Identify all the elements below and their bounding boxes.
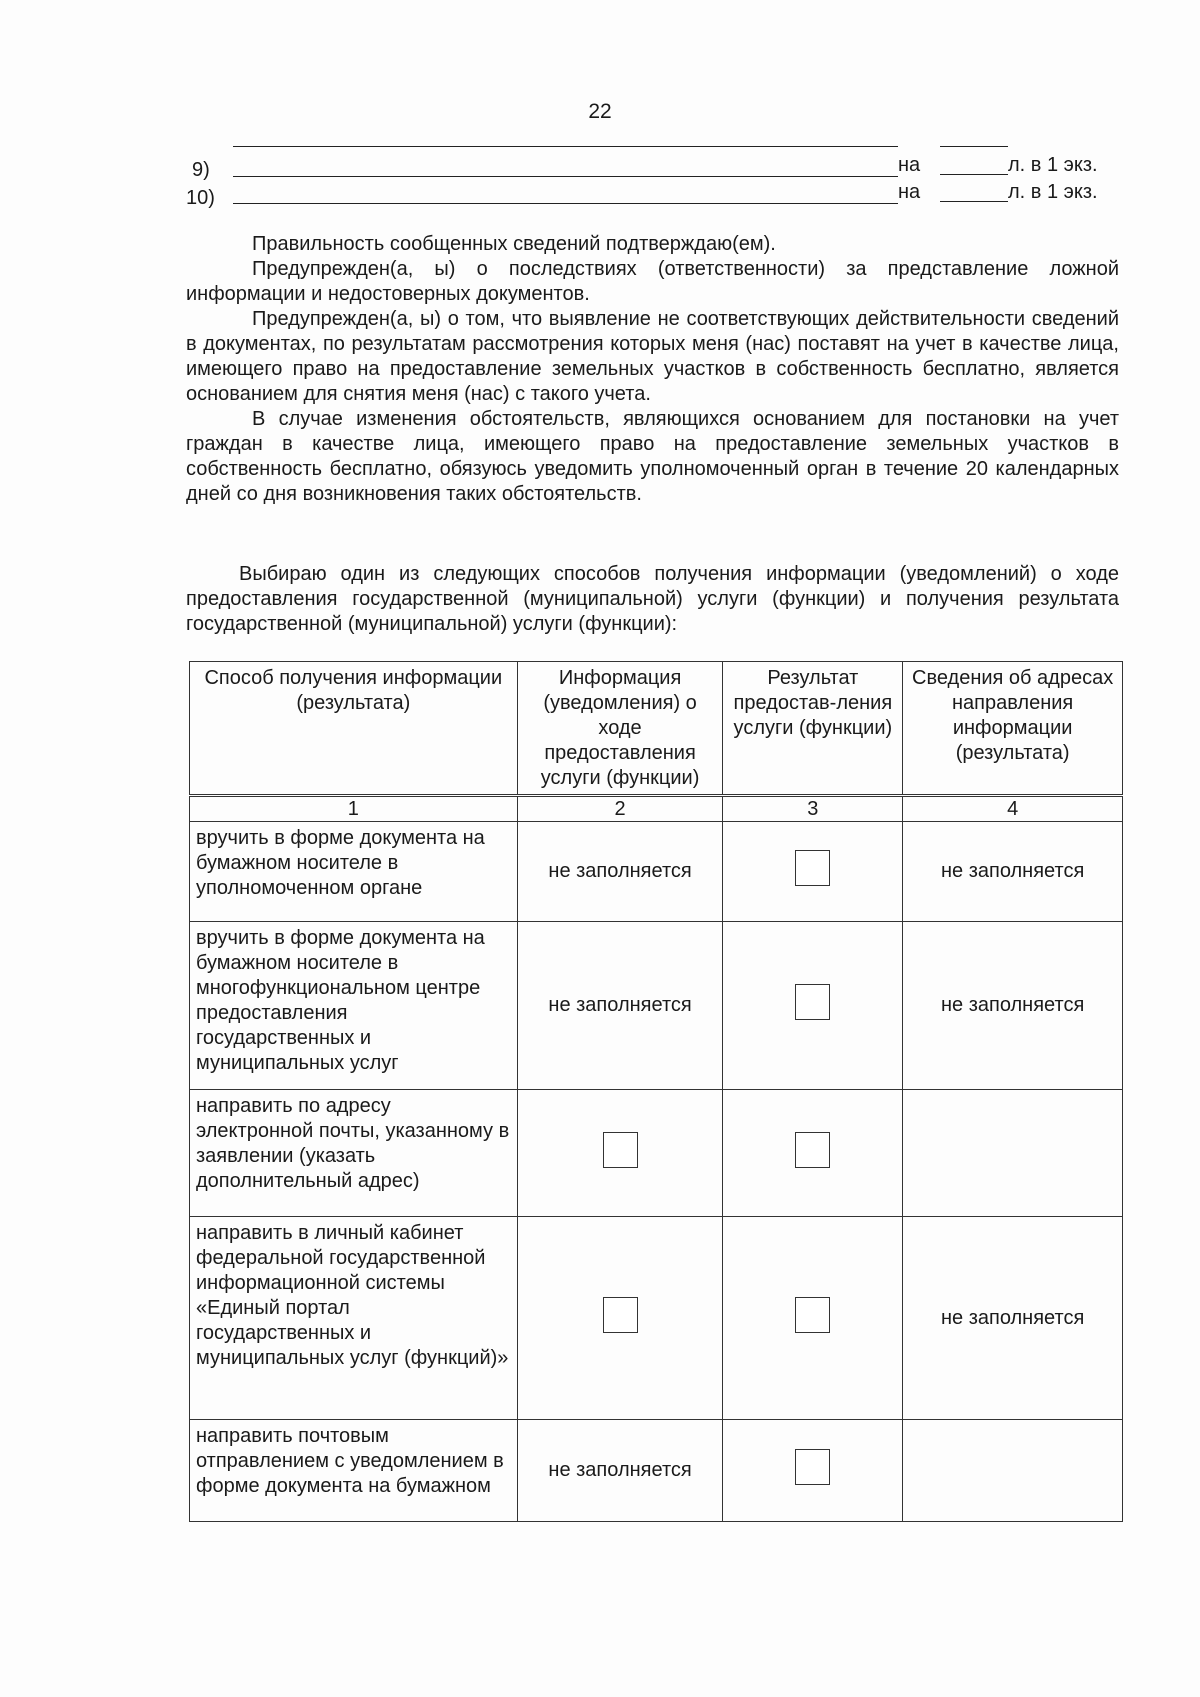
not-filled-cell: не заполняется bbox=[517, 922, 723, 1090]
checkbox[interactable] bbox=[795, 1449, 830, 1485]
checkbox[interactable] bbox=[603, 1132, 638, 1168]
enum-on: на bbox=[898, 154, 921, 176]
info-cell bbox=[517, 1090, 723, 1217]
enum-on: на bbox=[898, 181, 921, 203]
table-row bbox=[190, 1420, 1123, 1522]
column-number: 3 bbox=[723, 796, 903, 822]
method-cell: направить почтовым отправлением с уведомлением в форме документа на бумажном bbox=[190, 1420, 518, 1522]
result-cell bbox=[723, 1420, 903, 1522]
column-header: Способ получения информации (результата) bbox=[190, 662, 518, 796]
method-cell: вручить в форме документа на бумажном носителе в многофункциональном центре предоставления государственных и муниципальных услуг bbox=[190, 922, 518, 1090]
column-number-row bbox=[190, 796, 1123, 822]
choice-intro: Выбираю один из следующих способов получения информации (уведомлений) о ходе предоставления государственной (муниципальной) услуги (функции) и получения результата государственной (муниципальной) услуги (функции): bbox=[186, 563, 1119, 635]
blank-line[interactable] bbox=[233, 176, 898, 177]
blank-line[interactable] bbox=[233, 203, 898, 204]
column-number: 4 bbox=[903, 796, 1123, 822]
result-cell bbox=[723, 822, 903, 922]
method-cell: вручить в форме документа на бумажном носителе в уполномоченном органе bbox=[190, 822, 518, 922]
checkbox[interactable] bbox=[795, 984, 830, 1020]
column-number: 2 bbox=[517, 796, 723, 822]
paragraph: В случае изменения обстоятельств, являющихся основанием для постановки на учет граждан в качестве лица, имеющего право на предоставление земельных участков в собственность бесплатно, обязуюсь уведомить уполномоченный орган в течение 20 календарных дней со дня возникновения таких обстоятельств. bbox=[186, 408, 1119, 505]
paragraph: Правильность сообщенных сведений подтверждаю(ем). bbox=[252, 233, 776, 255]
column-header: Результат предостав-ления услуги (функции) bbox=[723, 662, 903, 796]
result-cell bbox=[723, 1090, 903, 1217]
enum-index: 10) bbox=[186, 187, 215, 209]
sheet-count-field[interactable] bbox=[940, 174, 1008, 175]
column-number: 1 bbox=[190, 796, 518, 822]
enum-sheets: л. в 1 экз. bbox=[1008, 181, 1098, 203]
blank-line bbox=[233, 146, 898, 147]
not-filled-cell: не заполняется bbox=[517, 822, 723, 922]
checkbox[interactable] bbox=[603, 1297, 638, 1333]
method-cell: направить в личный кабинет федеральной государственной информационной системы «Единый портал государственных и муниципальных услуг (функций)» bbox=[190, 1217, 518, 1420]
address-cell[interactable] bbox=[903, 1420, 1123, 1522]
enum-sheets: л. в 1 экз. bbox=[1008, 154, 1098, 176]
result-cell bbox=[723, 1217, 903, 1420]
table-row bbox=[190, 1090, 1123, 1217]
sheet-count-field[interactable] bbox=[940, 201, 1008, 202]
table-row bbox=[190, 1217, 1123, 1420]
table-row bbox=[190, 922, 1123, 1090]
checkbox[interactable] bbox=[795, 1297, 830, 1333]
page-number: 22 bbox=[588, 100, 612, 123]
blank-line bbox=[940, 146, 1008, 147]
table-header-row bbox=[190, 662, 1123, 796]
address-cell[interactable] bbox=[903, 1090, 1123, 1217]
paragraph: Предупрежден(а, ы) о том, что выявление не соответствующих действительности сведений в документах, по результатам рассмотрения которых меня (нас) поставят на учет в качестве лица, имеющего право на предоставление земельных участков в собственность бесплатно, является основанием для снятия меня (нас) с такого учета. bbox=[186, 308, 1119, 405]
not-filled-cell: не заполняется bbox=[903, 1217, 1123, 1420]
not-filled-cell: не заполняется bbox=[903, 822, 1123, 922]
checkbox[interactable] bbox=[795, 850, 830, 886]
paragraph: Предупрежден(а, ы) о последствиях (ответственности) за представление ложной информации и недостоверных документов. bbox=[186, 258, 1119, 305]
enum-line-10 bbox=[186, 186, 215, 210]
table-row bbox=[190, 822, 1123, 922]
result-cell bbox=[723, 922, 903, 1090]
delivery-method-table bbox=[189, 661, 1123, 1522]
column-header: Информация (уведомления) о ходе предоставления услуги (функции) bbox=[517, 662, 723, 796]
checkbox[interactable] bbox=[795, 1132, 830, 1168]
info-cell bbox=[517, 1217, 723, 1420]
method-cell: направить по адресу электронной почты, указанному в заявлении (указать дополнительный адрес) bbox=[190, 1090, 518, 1217]
not-filled-cell: не заполняется bbox=[517, 1420, 723, 1522]
column-header: Сведения об адресах направления информации (результата) bbox=[903, 662, 1123, 796]
enum-line-9 bbox=[192, 158, 210, 182]
not-filled-cell: не заполняется bbox=[903, 922, 1123, 1090]
enum-index: 9) bbox=[192, 159, 210, 181]
declarations bbox=[186, 232, 1119, 507]
